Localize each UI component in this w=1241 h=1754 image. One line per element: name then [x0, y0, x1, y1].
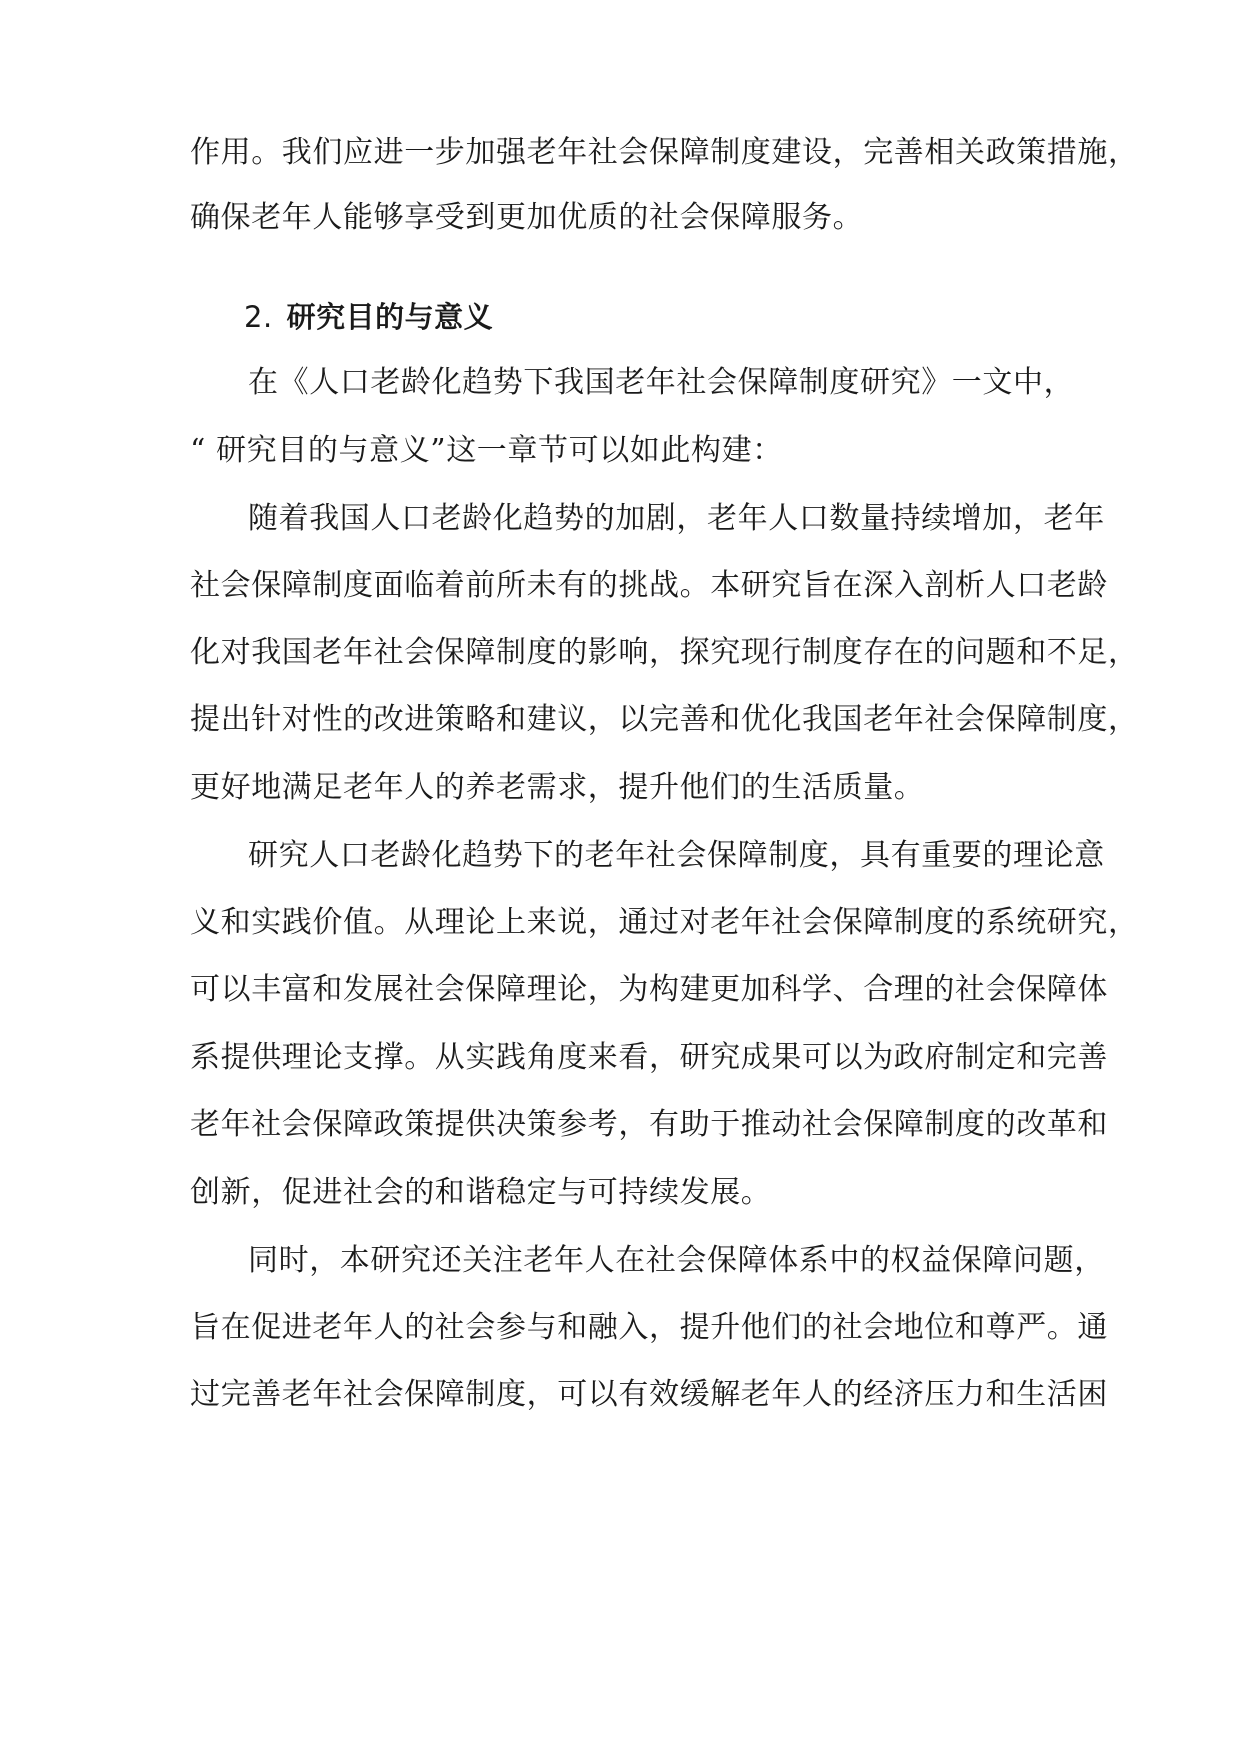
section-title: 研究目的与意义: [286, 300, 494, 334]
body-text-line: 同时，本研究还关注老年人在社会保障体系中的权益保障问题，: [248, 1243, 1105, 1278]
body-text-line: 随着我国人口老龄化趋势的加剧，老年人口数量持续增加，老年: [248, 501, 1105, 536]
body-text-line: 可以丰富和发展社会保障理论，为构建更加科学、合理的社会保障体: [190, 972, 1108, 1007]
body-text-line: 确保老年人能够享受到更加优质的社会保障服务。: [190, 200, 864, 235]
body-text-line: 社会保障制度面临着前所未有的挑战。本研究旨在深入剖析人口老龄: [190, 568, 1108, 603]
body-text-line: 更好地满足老年人的养老需求，提升他们的生活质量。: [190, 770, 925, 805]
body-text-line: 义和实践价值。从理论上来说，通过对老年社会保障制度的系统研究，: [190, 905, 1139, 940]
body-text-line: “ 研究目的与意义”这一章节可以如此构建：: [190, 433, 783, 468]
body-text-line: 研究人口老龄化趋势下的老年社会保障制度，具有重要的理论意: [248, 838, 1105, 873]
body-text-line: 旨在促进老年人的社会参与和融入，提升他们的社会地位和尊严。通: [190, 1310, 1108, 1345]
body-text-line: 作用。我们应进一步加强老年社会保障制度建设，完善相关政策措施，: [190, 135, 1139, 170]
section-heading: [244, 297, 493, 337]
body-text-line: 过完善老年社会保障制度，可以有效缓解老年人的经济压力和生活困: [190, 1377, 1108, 1412]
body-text-line: 老年社会保障政策提供决策参考，有助于推动社会保障制度的改革和: [190, 1107, 1108, 1142]
body-text-line: 系提供理论支撑。从实践角度来看，研究成果可以为政府制定和完善: [190, 1040, 1108, 1075]
body-text-line: 在《人口老龄化趋势下我国老年社会保障制度研究》一文中，: [248, 365, 1075, 400]
body-text-line: 提出针对性的改进策略和建议，以完善和优化我国老年社会保障制度，: [190, 702, 1139, 737]
body-text-line: 化对我国老年社会保障制度的影响，探究现行制度存在的问题和不足，: [190, 635, 1139, 670]
section-number: 2.: [244, 300, 273, 334]
body-text-line: 创新，促进社会的和谐稳定与可持续发展。: [190, 1175, 772, 1210]
